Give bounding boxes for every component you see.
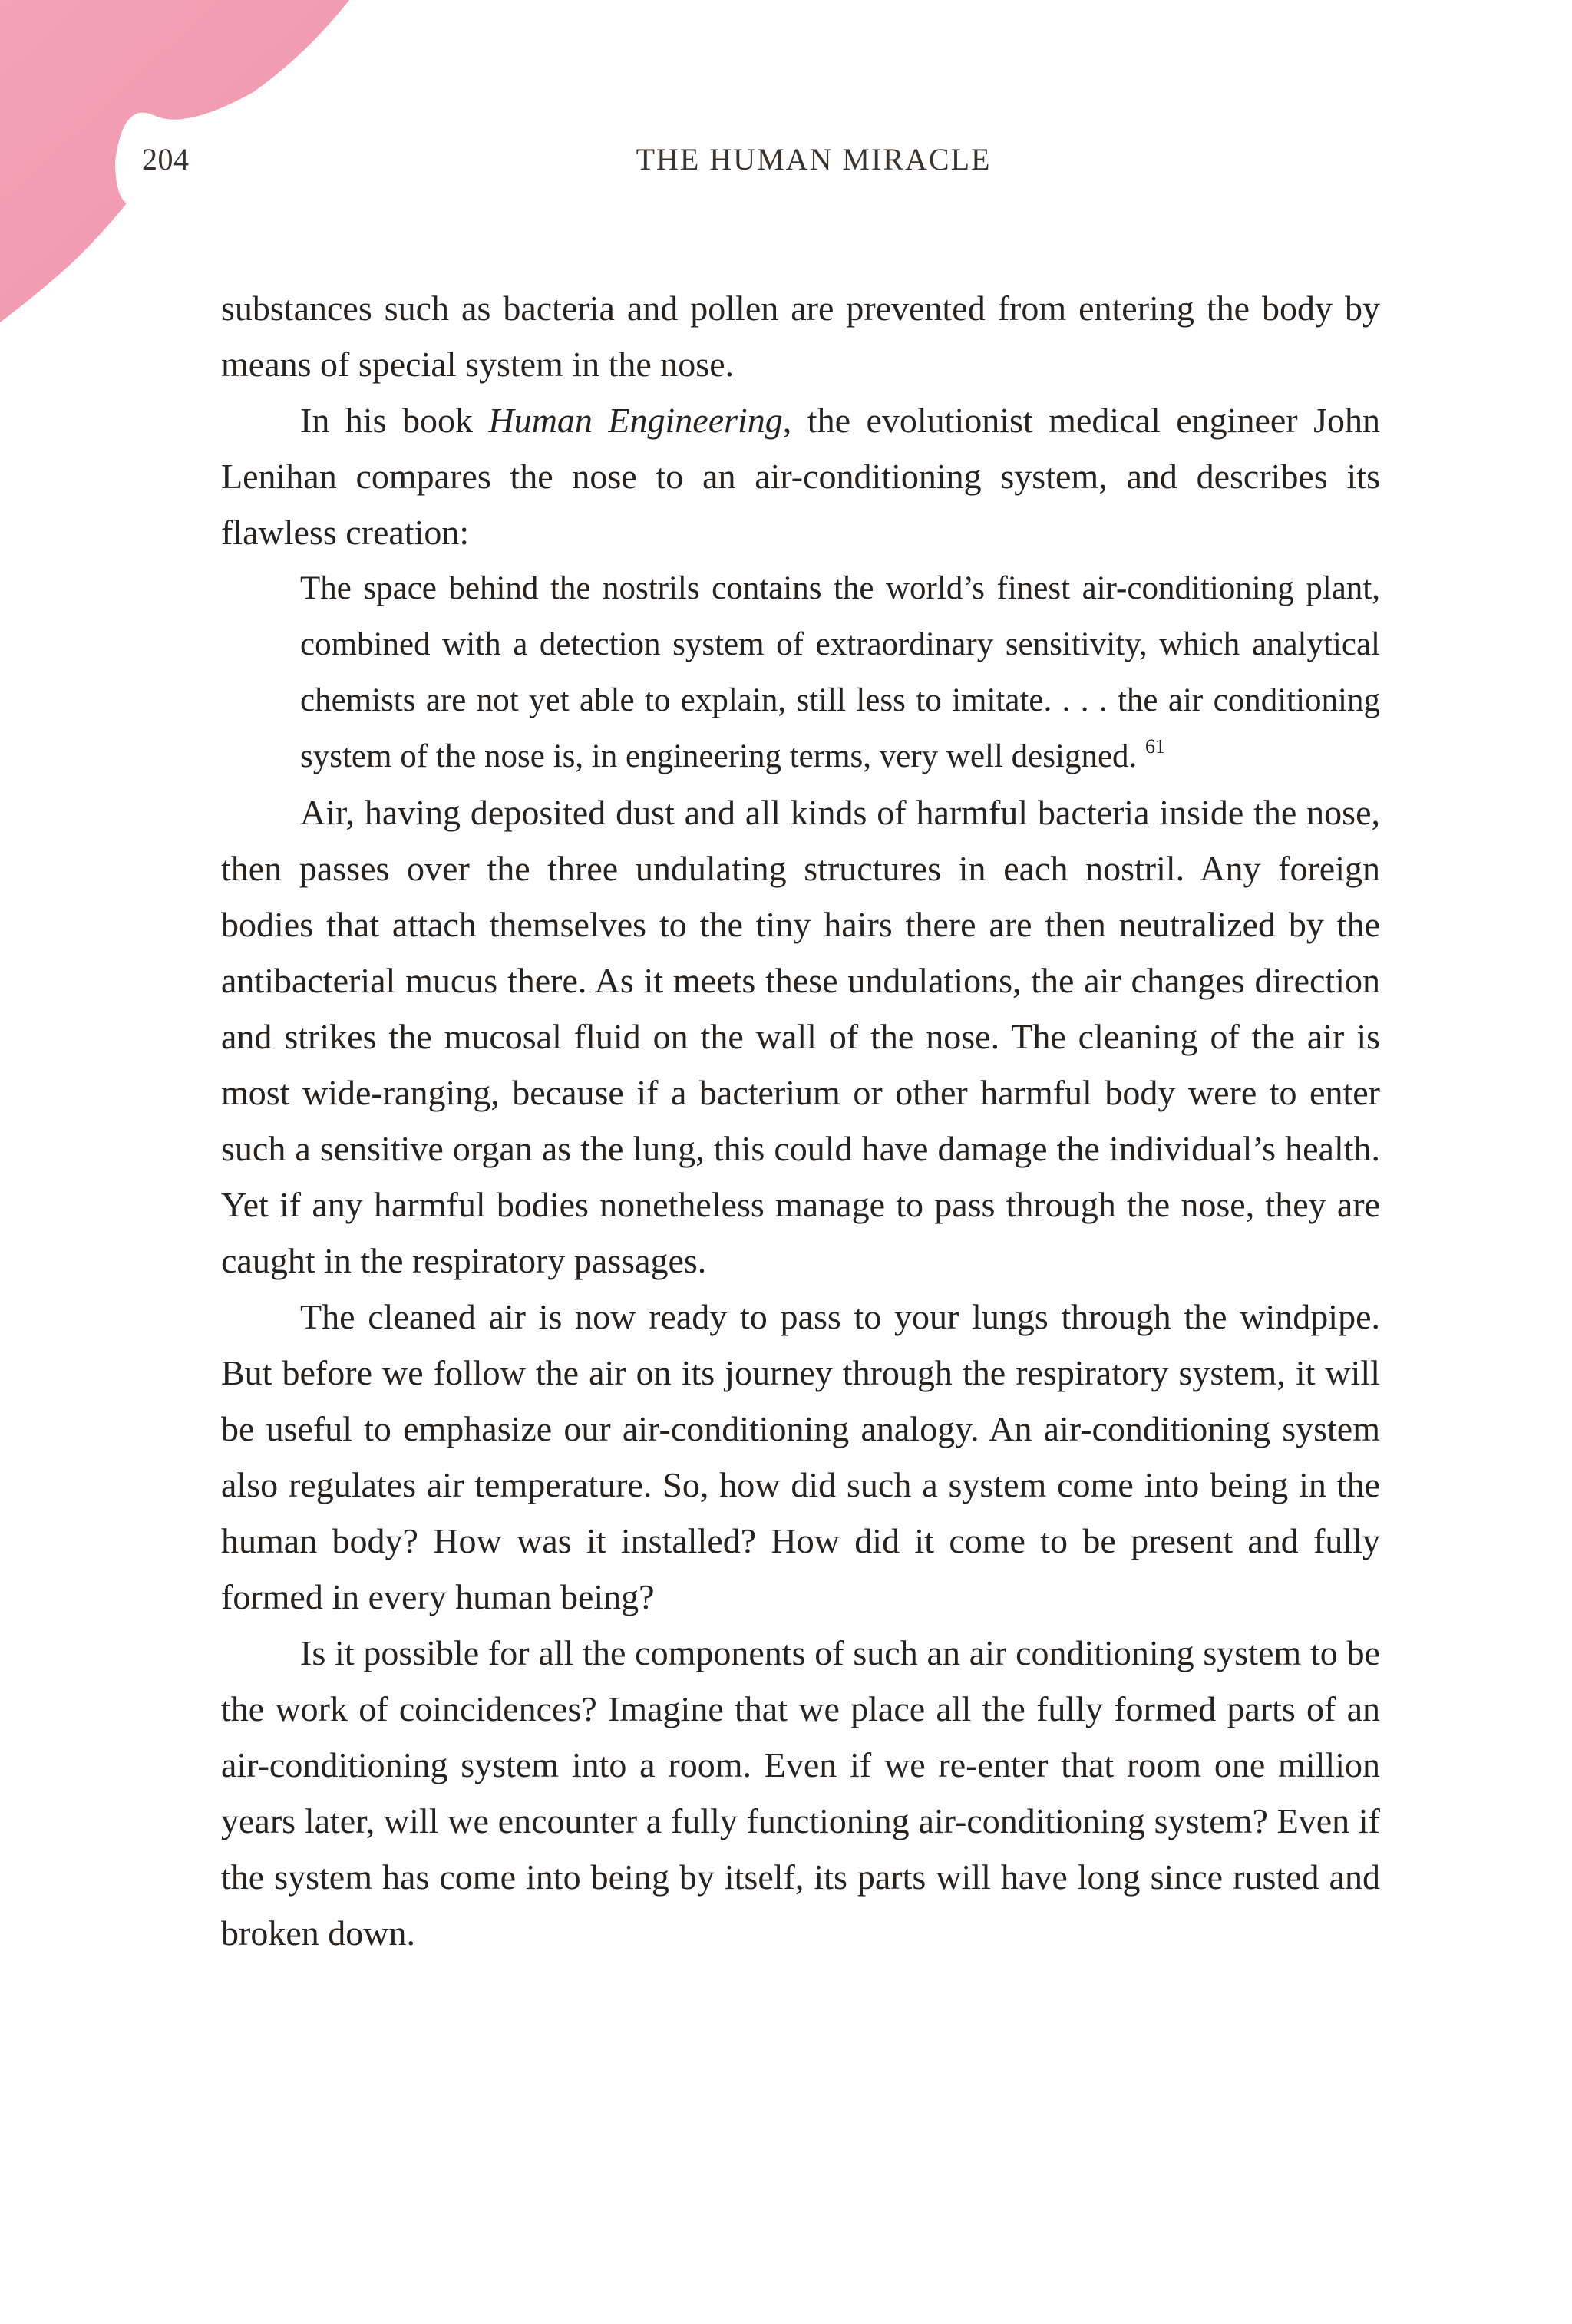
paragraph-3: Air, having deposited dust and all kinds of harmful bacteria inside the nose, then passes over the three undulating structures in each nostril. Any foreign bodies that attach themselves to the tiny hairs there are then neutralized by the antibacterial mucus there. As it meets these undulations, the air changes direction and strikes the mucosal fluid on the wall of the nose. The cleaning of the air is most wide-ranging, because if a bacterium or other harmful body were to enter such a sensitive organ as the lung, this could have damage the individual’s health. Yet if any harmful bodies nonetheless manage to pass through the nose, they are caught in the respiratory passages. <box>221 793 1380 1280</box>
page-number: 204 <box>142 142 190 177</box>
footnote-reference: 61 <box>1145 735 1166 758</box>
book-title: Human Engineering <box>488 401 783 440</box>
running-head-title: THE HUMAN MIRACLE <box>636 142 992 177</box>
body-text <box>221 280 1380 1961</box>
paragraph-5: Is it possible for all the components of such an air conditioning system to be the work of coincidences? Imagine that we place all the fully formed parts of an air-conditioning system into a room. Even if we re-enter that room one million years later, will we encounter a fully functioning air-conditioning system? Even if the system has come into being by itself, its parts will have long since rusted and broken down. <box>221 1633 1380 1953</box>
paragraph-1: substances such as bacteria and pollen are prevented from entering the body by means of special system in the nose. <box>221 289 1380 384</box>
block-quote <box>221 560 1380 784</box>
paragraph-2-start: In his book <box>300 401 489 440</box>
paragraph-2-end: , the evolutionist medical engineer John Lenihan compares the nose to an air-conditioning system, and describes its flawless creation: <box>221 401 1380 552</box>
paragraph-2 <box>221 392 1380 560</box>
block-quote-text: The space behind the nostrils contains the world’s finest air-conditioning plant, combined with a detection system of extraordinary sensitivity, which analytical chemists are not yet able to explain, still less to imitate. . . . the air conditioning system of the nose is, in engineering terms, very well designed. <box>300 570 1380 774</box>
paragraph-4: The cleaned air is now ready to pass to your lungs through the windpipe. But before we follow the air on its journey through the respiratory system, it will be useful to emphasize our air-conditioning analogy. An air-conditioning system also regulates air temperature. So, how did such a system come into being in the human body? How was it installed? How did it come to be present and fully formed in every human being? <box>221 1297 1380 1616</box>
